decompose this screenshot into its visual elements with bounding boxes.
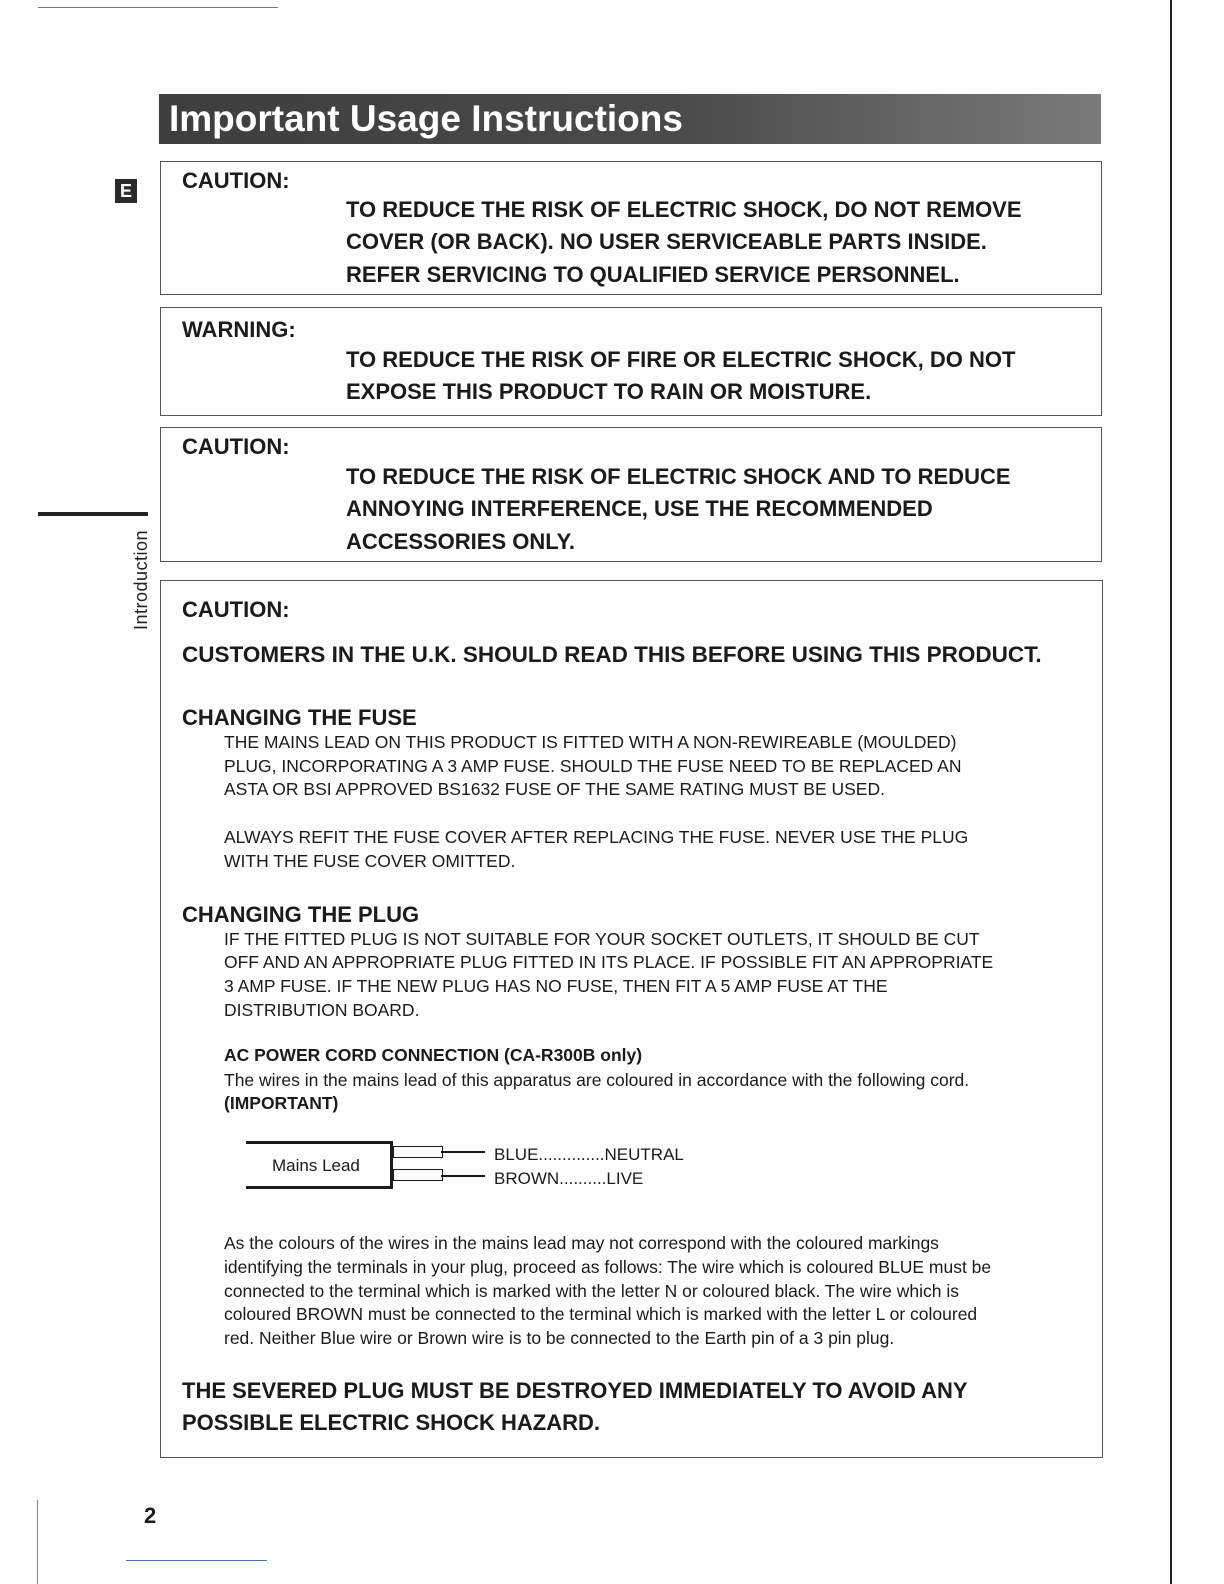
language-badge: E [115,179,137,203]
fuse-para2-line: ALWAYS REFIT THE FUSE COVER AFTER REPLACING THE FUSE. NEVER USE THE PLUG [224,827,969,847]
ac-cord-heading: AC POWER CORD CONNECTION (CA-R300B only) [224,1045,643,1065]
page-title: Important Usage Instructions [169,98,683,139]
warning-line: TO REDUCE THE RISK OF FIRE OR ELECTRIC SHOCK, DO NOT [346,347,1016,372]
final-warning-line: THE SEVERED PLUG MUST BE DESTROYED IMMEDIATELY TO AVOID ANY [182,1378,968,1403]
fuse-para2-line: WITH THE FUSE COVER OMITTED. [224,851,516,871]
warning-line: EXPOSE THIS PRODUCT TO RAIN OR MOISTURE. [346,379,872,404]
plug-para-line: OFF AND AN APPROPRIATE PLUG FITTED IN ITS PLACE. IF POSSIBLE FIT AN APPROPRIATE [224,952,994,972]
warning-box [160,307,1102,416]
colours-para-line: identifying the terminals in your plug, proceed as follows: The wire which is coloured BLUE must be [224,1257,992,1277]
caution-line: REFER SERVICING TO QUALIFIED SERVICE PERSONNEL. [346,262,960,287]
caution-line: ANNOYING INTERFERENCE, USE THE RECOMMENDED [346,496,933,521]
colours-para-line: red. Neither Blue wire or Brown wire is to be connected to the Earth pin of a 3 pin plug. [224,1328,895,1348]
mains-lead-box [246,1141,393,1189]
fuse-para-line: THE MAINS LEAD ON THIS PRODUCT IS FITTED WITH A NON-REWIREABLE (MOULDED) [224,732,957,752]
page-number: 2 [144,1503,157,1528]
warning-label: WARNING: [182,317,296,342]
important-label: (IMPORTANT) [224,1093,339,1113]
plug-heading: CHANGING THE PLUG [182,902,420,927]
colours-para-line: coloured BROWN must be connected to the terminal which is marked with the letter L or coloured [224,1304,978,1324]
fuse-para-line: ASTA OR BSI APPROVED BS1632 FUSE OF THE SAME RATING MUST BE USED. [224,779,885,799]
blue-wire-label: BLUE..............NEUTRAL [494,1145,684,1164]
caution-box-1 [160,161,1102,295]
brown-wire-label: BROWN..........LIVE [494,1169,644,1188]
mains-lead-label: Mains Lead [272,1156,360,1175]
ac-cord-text: The wires in the mains lead of this apparatus are coloured in accordance with the following cord. [224,1070,970,1090]
plug-para-line: 3 AMP FUSE. IF THE NEW PLUG HAS NO FUSE, THEN FIT A 5 AMP FUSE AT THE [224,976,888,996]
section-tab-introduction: Introduction [131,529,151,631]
fuse-para-line: PLUG, INCORPORATING A 3 AMP FUSE. SHOULD THE FUSE NEED TO BE REPLACED AN [224,756,962,776]
plug-para-line: DISTRIBUTION BOARD. [224,1000,420,1020]
blue-wire [441,1151,485,1153]
caution-line: ACCESSORIES ONLY. [346,529,576,554]
fuse-heading: CHANGING THE FUSE [182,705,417,730]
blue-wire-sleeve [393,1146,443,1158]
uk-caution-label: CAUTION: [182,597,290,622]
caution-label: CAUTION: [182,434,290,459]
colours-para-line: As the colours of the wires in the mains lead may not correspond with the coloured markings [224,1233,939,1253]
caution-line: TO REDUCE THE RISK OF ELECTRIC SHOCK, DO NOT REMOVE [346,197,1022,222]
colours-para-line: connected to the terminal which is marked with the letter N or coloured black. The wire which is [224,1281,960,1301]
caution-line: COVER (OR BACK). NO USER SERVICEABLE PARTS INSIDE. [346,229,987,254]
right-page-edge [1170,0,1172,1584]
plug-para-line: IF THE FITTED PLUG IS NOT SUITABLE FOR YOUR SOCKET OUTLETS, IT SHOULD BE CUT [224,929,980,949]
brown-wire-sleeve [393,1169,443,1181]
caution-label: CAUTION: [182,168,290,193]
bottom-rule [126,1560,267,1561]
caution-line: TO REDUCE THE RISK OF ELECTRIC SHOCK AND TO REDUCE [346,464,1011,489]
final-warning-line: POSSIBLE ELECTRIC SHOCK HAZARD. [182,1410,601,1435]
uk-headline: CUSTOMERS IN THE U.K. SHOULD READ THIS BEFORE USING THIS PRODUCT. [182,642,1042,667]
left-page-edge [37,1500,38,1584]
top-rule [38,7,278,8]
caution-box-2 [160,427,1102,562]
page-title-bar [159,94,1101,144]
brown-wire [441,1175,485,1177]
